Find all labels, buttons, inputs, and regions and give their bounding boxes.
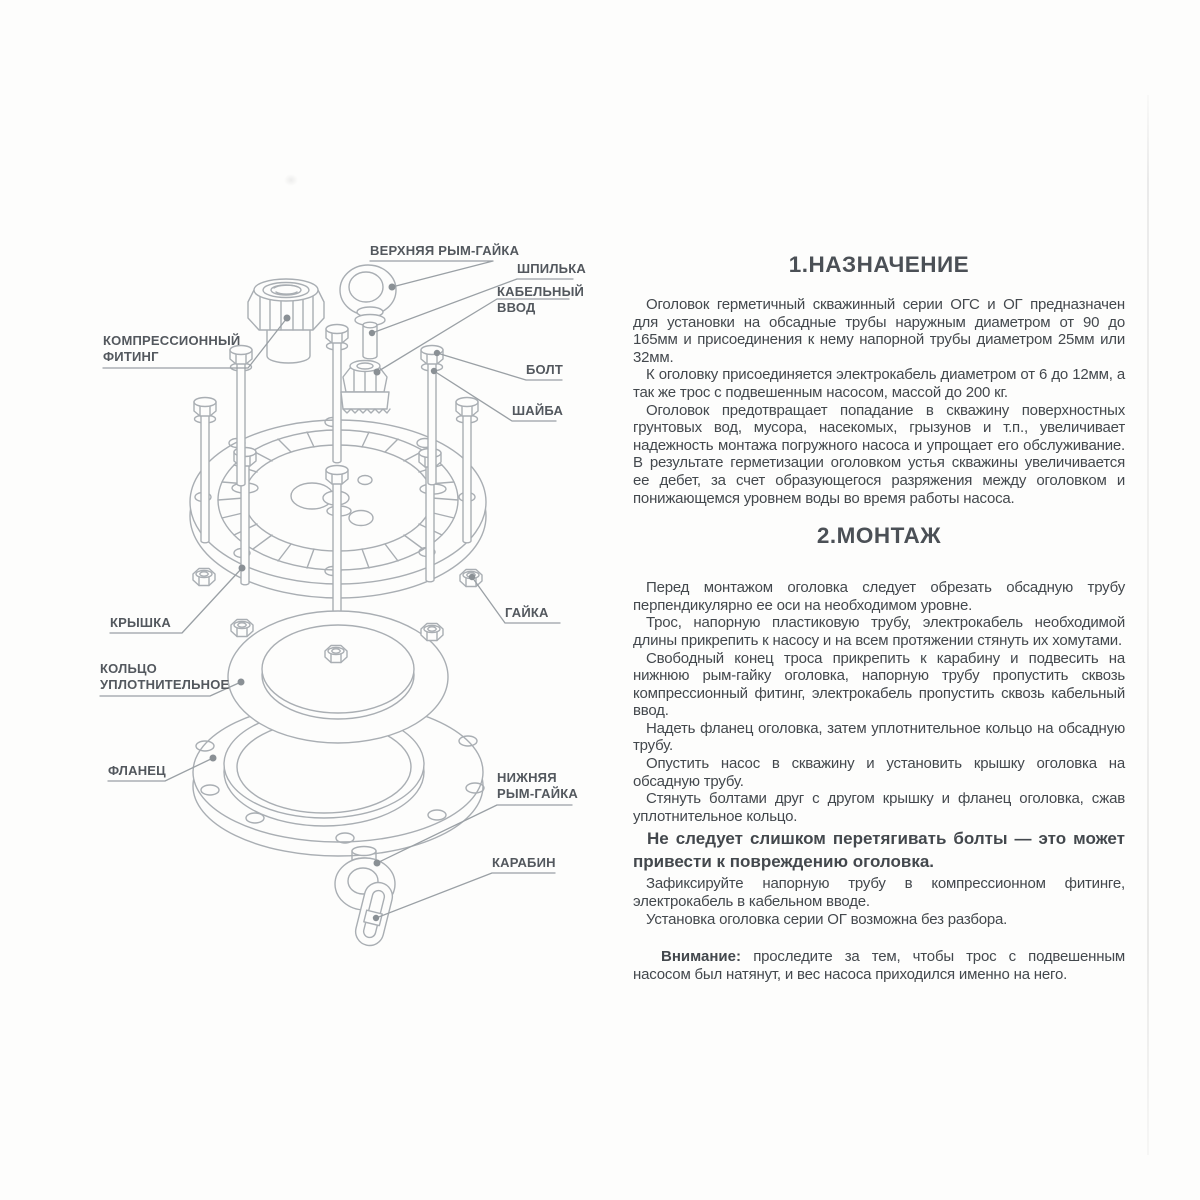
paragraph: Опустить насос в скважину и установить крышку оголовка на обсадную трубу.	[633, 755, 1125, 790]
label-compression-fitting: КОМПРЕССИОННЫЙ ФИТИНГ	[103, 333, 241, 364]
text-column	[633, 240, 1125, 983]
label-nut: ГАЙКА	[505, 605, 549, 620]
section-installation	[633, 523, 1125, 983]
label-washer: ШАЙБА	[512, 403, 564, 418]
scan-smudge	[284, 174, 298, 186]
paragraph: Перед монтажом оголовка следует обрезать обсадную трубу перпендикулярно ее оси на необходимом уровне.	[633, 579, 1125, 614]
stud-drawing	[363, 322, 377, 359]
paragraph: Зафиксируйте напорную трубу в компрессионном фитинге, электрокабель в кабельном вводе.	[633, 875, 1125, 911]
label-lower-eye-nut: НИЖНЯЯ РЫМ-ГАЙКА	[497, 770, 578, 801]
label-cable-entry: КАБЕЛЬНЫЙ ВВОД	[497, 284, 585, 315]
label-carabiner: КАРАБИН	[492, 855, 556, 870]
scan-edge-artifact	[1147, 95, 1149, 1155]
attention-lead: Внимание:	[661, 948, 741, 966]
paragraph: К оголовку присоединяется электрокабель диаметром от 6 до 12мм, а так же трос с подвешенным насосом, массой до 200 кг.	[633, 366, 1125, 401]
upper-eye-nut-drawing	[340, 265, 396, 326]
label-cover: КРЫШКА	[110, 615, 171, 630]
label-bolt: БОЛТ	[526, 362, 563, 377]
paragraph: Надеть фланец оголовка, затем уплотнительное кольцо на обсадную трубу.	[633, 719, 1125, 755]
paragraph: Оголовок предотвращает попадание в скважину поверхностных грунтовых вод, мусора, насекомых, грызунов и т.п., увеличивает надежность монтажа погружного насоса и упрощает его обслуживание. В результате герметизации оголовком устья скважины увеличивается ее дебет, за счет образующегося разряжения между оголовком и понижающемся уровнем воды во время работы насоса.	[633, 401, 1125, 507]
seal-ring-drawing	[228, 611, 448, 743]
label-upper-eye-nut: ВЕРХНЯЯ РЫМ-ГАЙКА	[370, 243, 520, 258]
bold-warning-note: Не следует слишком перетягивать болты — это может привести к повреждению оголовка.	[633, 829, 1125, 872]
paragraph: Стянуть болтами друг с другом крышку и фланец оголовка, сжав уплотнительное кольцо.	[633, 790, 1125, 825]
section-installation-title: 2.МОНТАЖ	[816, 523, 942, 549]
paragraph: Установка оголовка серии ОГ возможна без разбора.	[646, 910, 1008, 928]
paragraph: Оголовок герметичный скважинный серии ОГС и ОГ предназначен для установки на обсадные трубы наружным диаметром от 90 до 165мм и присоединения к нему напорной трубы диаметром 25мм или 32мм.	[633, 296, 1125, 366]
paragraph: Свободный конец троса прикрепить к карабину и подвесить на нижнюю рым-гайку оголовка, напорную трубу пропустить сквозь компрессионный фитинг, электрокабель пропустить сквозь кабельный ввод.	[633, 649, 1125, 720]
exploded-diagram	[60, 230, 620, 980]
section-purpose	[633, 252, 1125, 507]
label-flange: ФЛАНЕЦ	[108, 763, 166, 778]
attention-text: проследите за тем, чтобы трос с подвешенным насосом был натянут, и вес насоса приходился именно на него.	[633, 948, 1126, 983]
section-purpose-title: 1.НАЗНАЧЕНИЕ	[788, 252, 970, 277]
label-stud: ШПИЛЬКА	[517, 261, 586, 276]
label-seal-ring: КОЛЬЦО УПЛОТНИТЕЛЬНОЕ	[100, 661, 230, 692]
paragraph: Трос, напорную пластиковую трубу, электрокабель необходимой длины прикрепить к насосу и на всем протяжении стянуть их хомутами.	[633, 614, 1125, 649]
attention-note	[633, 948, 1125, 983]
